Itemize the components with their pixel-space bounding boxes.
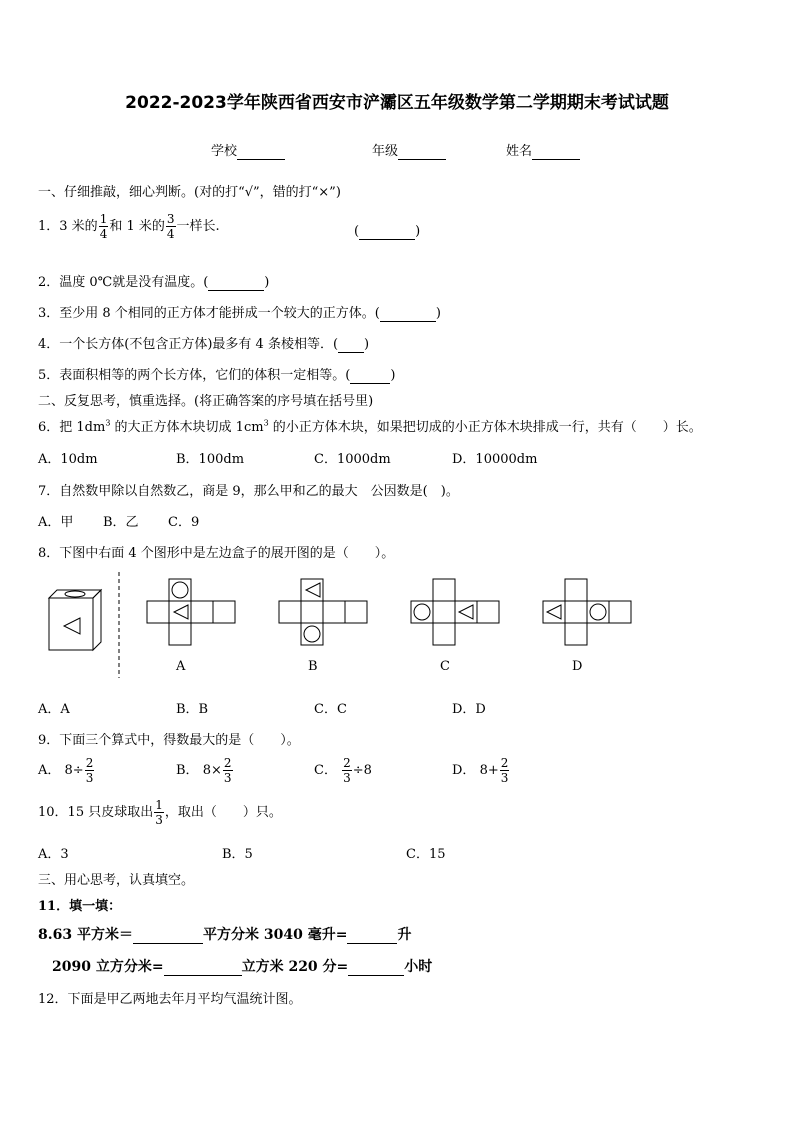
- q1-fraction-2: [166, 212, 176, 241]
- q9-option-d[interactable]: [452, 756, 510, 785]
- question-2: [38, 271, 269, 291]
- q1-answer[interactable]: [354, 224, 420, 240]
- q5-blank[interactable]: [350, 368, 390, 384]
- q6-sup-2: 3: [263, 418, 269, 428]
- q9-b-fraction: [223, 756, 233, 785]
- q6-text-c: 的小正方体木块，如果把切成的小正方体木块排成一行，共有（ ）长。: [268, 420, 702, 435]
- q6-option-b[interactable]: B．100dm: [176, 452, 245, 467]
- q6-option-c[interactable]: C．1000dm: [314, 452, 391, 467]
- q8-option-a[interactable]: A．A: [38, 702, 70, 717]
- q6-option-d[interactable]: D．10000dm: [452, 452, 538, 467]
- q9-a-denominator: 3: [85, 771, 94, 785]
- q9-d-numerator: 2: [500, 756, 509, 770]
- q1-f2-denominator: 4: [166, 227, 175, 241]
- q3-blank[interactable]: [380, 306, 436, 322]
- q4-blank[interactable]: [338, 337, 364, 353]
- q11-line-1: [38, 924, 411, 944]
- grade-field: [372, 140, 446, 160]
- q11-line-2: [52, 956, 432, 976]
- q1-f1-numerator: 1: [99, 212, 108, 226]
- net-a-triangle-icon: [174, 605, 188, 619]
- q1-text-a: 1．3 米的: [38, 219, 98, 234]
- q9-a-expr: 8÷: [64, 763, 84, 778]
- grade-label: 年级: [372, 144, 399, 159]
- net-a-label: A: [176, 659, 186, 674]
- q6-text-a: 6．把 1dm: [38, 420, 106, 435]
- q9-c-expr: ÷8: [352, 763, 372, 778]
- net-c-triangle-icon: [459, 605, 473, 619]
- net-b[interactable]: [279, 579, 367, 645]
- q7-option-b[interactable]: B．乙: [103, 515, 139, 530]
- net-b-label: B: [308, 659, 318, 674]
- net-d-triangle-icon: [547, 605, 561, 619]
- q9-a-numerator: 2: [85, 756, 94, 770]
- net-d[interactable]: [543, 579, 631, 645]
- question-4: [38, 333, 369, 353]
- q9-c-numerator: 2: [343, 756, 351, 770]
- page-title: 2022-2023学年陕西省西安市浐灞区五年级数学第二学期期末考试试题: [125, 93, 669, 113]
- q10-option-c[interactable]: C．15: [406, 847, 446, 862]
- q3-text: 3．至少用 8 个相同的正方体才能拼成一个较大的正方体。(: [38, 306, 380, 321]
- net-d-label: D: [572, 659, 583, 674]
- q11-blank-4[interactable]: [348, 959, 404, 976]
- q9-a-fraction: [85, 756, 95, 785]
- q10-fraction: [154, 798, 164, 827]
- q10-option-b[interactable]: B．5: [222, 847, 253, 862]
- q10-option-a[interactable]: A．3: [38, 847, 69, 862]
- q2-blank[interactable]: [208, 275, 264, 291]
- q8-option-b[interactable]: B．B: [176, 702, 209, 717]
- net-b-triangle-icon: [306, 583, 320, 597]
- q1-blank[interactable]: [359, 224, 415, 240]
- q9-d-label: D．: [452, 763, 476, 778]
- q9-b-expr: 8×: [202, 763, 222, 778]
- q10-denominator: 3: [155, 813, 163, 827]
- q1-text-b: 和 1 米的: [109, 219, 165, 234]
- q11-blank-3[interactable]: [164, 959, 242, 976]
- q8-option-d[interactable]: D．D: [452, 702, 486, 717]
- q10-text-a: 10．15 只皮球取出: [38, 805, 154, 820]
- q9-a-label: A．: [38, 763, 61, 778]
- question-5: [38, 364, 395, 384]
- question-8: 8．下图中右面 4 个图形中是左边盒子的展开图的是（ ）。: [38, 546, 395, 561]
- net-c-label: C: [440, 659, 450, 674]
- question-3: [38, 302, 441, 322]
- q4-paren-close: ): [364, 337, 370, 352]
- q9-d-fraction: [500, 756, 510, 785]
- q1-fraction-1: [99, 212, 109, 241]
- q1-paren-close: ): [415, 224, 421, 239]
- question-7: 7．自然数甲除以自然数乙，商是 9，那么甲和乙的最大 公因数是( )。: [38, 484, 459, 499]
- q9-b-denominator: 3: [223, 771, 232, 785]
- q5-text: 5．表面积相等的两个长方体，它们的体积一定相等。(: [38, 368, 351, 383]
- q8-figure: [40, 570, 650, 680]
- school-label: 学校: [211, 144, 238, 159]
- question-9: 9．下面三个算式中，得数最大的是（ ）。: [38, 733, 300, 748]
- q9-c-denominator: 3: [343, 771, 351, 785]
- q9-b-label: B．: [176, 763, 199, 778]
- name-field: [506, 140, 580, 160]
- q1-text-c: 一样长.: [176, 219, 220, 234]
- q9-option-b[interactable]: [176, 756, 234, 785]
- q11-l2-text-b: 立方米 220 分=: [241, 959, 349, 975]
- q11-l2-text-a: 2090 立方分米=: [52, 959, 164, 975]
- q9-option-a[interactable]: [38, 756, 95, 785]
- net-c-circle-icon: [414, 604, 430, 620]
- cube-box: [49, 590, 101, 650]
- grade-blank[interactable]: [398, 144, 446, 160]
- q8-option-c[interactable]: C．C: [314, 702, 347, 717]
- net-c[interactable]: [411, 579, 499, 645]
- school-blank[interactable]: [237, 144, 285, 160]
- question-10: [38, 798, 282, 827]
- q6-sup-1: 3: [105, 418, 111, 428]
- q2-paren-close: ): [264, 275, 270, 290]
- net-b-circle-icon: [304, 626, 320, 642]
- school-field: [211, 140, 285, 160]
- net-a-circle-icon: [172, 582, 188, 598]
- q11-l1-text-b: 平方分米 3040 毫升=: [202, 927, 348, 943]
- q7-option-a[interactable]: A．甲: [38, 515, 74, 530]
- q9-option-c[interactable]: [314, 756, 372, 785]
- section-1-heading: 一、仔细推敲，细心判断。(对的打“√”，错的打“×”): [38, 185, 341, 200]
- name-blank[interactable]: [532, 144, 580, 160]
- q9-c-fraction: [342, 756, 352, 785]
- question-6: [38, 416, 702, 435]
- q1-f2-numerator: 3: [166, 212, 175, 226]
- q5-paren-close: ): [390, 368, 396, 383]
- q11-l1-text-a: 8.63 平方米＝: [38, 927, 133, 943]
- net-a[interactable]: [147, 579, 235, 645]
- section-2-heading: 二、反复思考，慎重选择。(将正确答案的序号填在括号里): [38, 394, 374, 409]
- q10-text-b: ，取出（ ）只。: [164, 805, 282, 820]
- q9-b-numerator: 2: [223, 756, 232, 770]
- q2-text: 2．温度 0℃就是没有温度。(: [38, 275, 209, 290]
- question-11-heading: 11．填一填：: [38, 899, 122, 914]
- q1-f1-denominator: 4: [99, 227, 108, 241]
- q6-option-a[interactable]: A．10dm: [38, 452, 98, 467]
- cube-triangle-icon: [64, 618, 80, 634]
- q11-blank-1[interactable]: [133, 927, 203, 944]
- name-label: 姓名: [506, 144, 533, 159]
- q4-text: 4．一个长方体(不包含正方体)最多有 4 条棱相等．(: [38, 337, 339, 352]
- net-d-circle-icon: [590, 604, 606, 620]
- q11-l1-text-c: 升: [397, 927, 412, 943]
- section-3-heading: 三、用心思考，认真填空。: [38, 873, 195, 888]
- q6-text-b: 的大正方体木块切成 1cm: [110, 420, 264, 435]
- question-1: [38, 212, 220, 241]
- q9-d-denominator: 3: [500, 771, 509, 785]
- q7-option-c[interactable]: C．9: [168, 515, 200, 530]
- q3-paren-close: ): [435, 306, 441, 321]
- q11-blank-2[interactable]: [347, 927, 397, 944]
- q11-l2-text-c: 小时: [404, 959, 433, 975]
- q10-numerator: 1: [155, 798, 163, 812]
- q9-d-expr: 8+: [479, 763, 499, 778]
- q9-c-label: C．: [314, 763, 337, 778]
- question-12: 12．下面是甲乙两地去年月平均气温统计图。: [38, 992, 302, 1007]
- q1-paren-open: (: [354, 224, 360, 239]
